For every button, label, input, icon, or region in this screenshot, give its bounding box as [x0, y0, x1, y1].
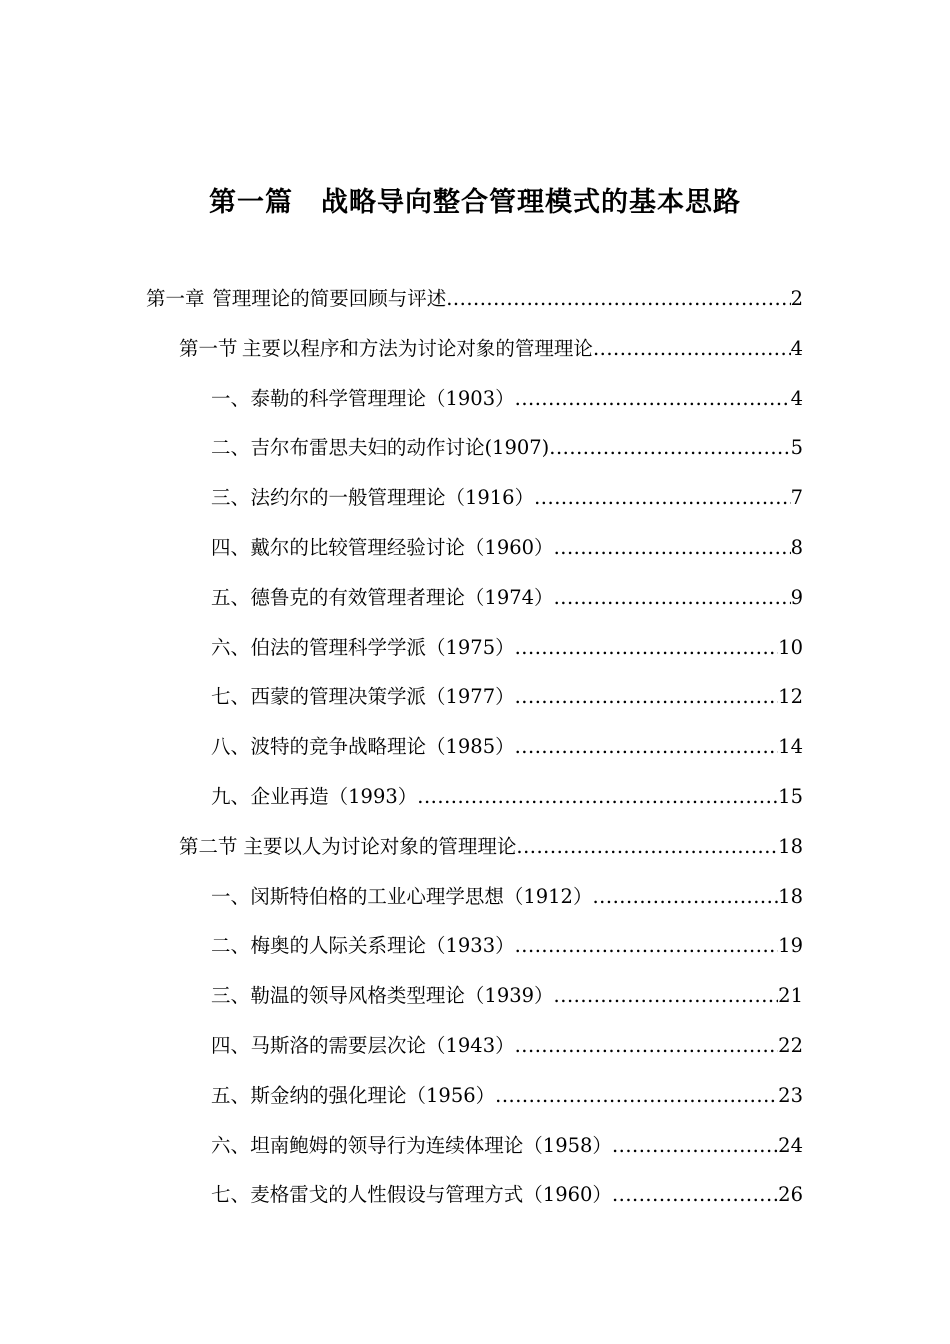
toc-dot-leader [549, 430, 790, 466]
toc-page-number: 10 [778, 635, 803, 659]
toc-row[interactable] [0, 879, 950, 929]
toc-entry-number: 九、 [211, 784, 251, 808]
toc-dot-leader [534, 480, 790, 516]
toc-entry-title: 西蒙的管理决策学派（1977） [250, 685, 515, 709]
toc-dot-leader [554, 580, 791, 616]
toc-page-number: 14 [778, 735, 803, 759]
toc-page-number: 19 [778, 934, 803, 958]
toc-dot-leader [593, 331, 791, 367]
toc-row[interactable] [0, 928, 950, 978]
toc-entry-title: 泰勒的科学管理理论（1903） [250, 386, 515, 410]
toc-entry-title: 梅奥的人际关系理论（1933） [250, 934, 515, 958]
toc-dot-leader [417, 779, 778, 815]
toc-page-number: 12 [778, 685, 803, 709]
toc-entry-title: 企业再造（1993） [250, 784, 418, 808]
toc-entry-title: 主要以程序和方法为讨论对象的管理理论 [241, 336, 593, 360]
toc-row[interactable] [0, 1128, 950, 1178]
toc-entry-title: 伯法的管理科学学派（1975） [250, 635, 515, 659]
toc-row[interactable] [0, 1177, 950, 1227]
toc-dot-leader [515, 381, 791, 417]
toc-entry-title: 闵斯特伯格的工业心理学思想（1912） [250, 884, 593, 908]
toc-page-number: 22 [778, 1033, 803, 1057]
toc-entry-title: 马斯洛的需要层次论（1943） [250, 1033, 515, 1057]
toc-entry-title: 德鲁克的有效管理者理论（1974） [250, 585, 554, 609]
toc-entry-title: 主要以人为讨论对象的管理理论 [243, 834, 517, 858]
toc-entry-title: 勒温的领导风格类型理论（1939） [250, 984, 554, 1008]
toc-dot-leader [612, 1128, 778, 1164]
toc-entry-title: 波特的竞争战略理论（1985） [250, 735, 515, 759]
toc-row[interactable] [0, 281, 950, 331]
toc-entry-title: 坦南鲍姆的领导行为连续体理论（1958） [250, 1133, 612, 1157]
toc-dot-leader [446, 281, 790, 317]
toc-entry-number: 一、 [211, 884, 251, 908]
toc-entry-title: 法约尔的一般管理理论（1916） [250, 486, 535, 510]
toc-dot-leader [515, 928, 779, 964]
toc-entry-number: 二、 [211, 934, 251, 958]
toc-page-number: 2 [790, 287, 803, 310]
toc-dot-leader [554, 530, 791, 566]
toc-page-number: 9 [790, 585, 803, 609]
toc-page-number: 24 [778, 1133, 803, 1157]
toc-dot-leader [515, 630, 779, 666]
toc-row[interactable] [0, 430, 950, 480]
toc-entry-number: 六、 [211, 635, 251, 659]
toc-dot-leader [612, 1177, 778, 1213]
toc-page-number: 4 [790, 386, 803, 410]
toc-entry-number: 第二节 [179, 834, 238, 858]
toc-row[interactable] [0, 779, 950, 829]
toc-entry-number: 六、 [211, 1133, 251, 1157]
toc-page-number: 26 [778, 1183, 803, 1207]
toc-row[interactable] [0, 630, 950, 680]
toc-entry-number: 七、 [211, 685, 251, 709]
toc-page-number: 4 [790, 336, 803, 360]
toc-entry-number: 二、 [211, 436, 251, 460]
toc-row[interactable] [0, 381, 950, 431]
toc-page-number: 18 [778, 884, 803, 908]
part-title: 第一篇 战略导向整合管理模式的基本思路 [209, 187, 741, 218]
toc-page-number: 18 [778, 834, 803, 858]
toc-entry-number: 一、 [211, 386, 251, 410]
toc-entry-number: 第一节 [179, 336, 238, 360]
toc-dot-leader [515, 679, 779, 715]
toc-dot-leader [516, 829, 778, 865]
table-of-contents [0, 281, 950, 1227]
toc-entry-title: 吉尔布雷思夫妇的动作讨论(1907) [250, 436, 550, 460]
toc-row[interactable] [0, 480, 950, 530]
toc-row[interactable] [0, 530, 950, 580]
toc-row[interactable] [0, 580, 950, 630]
toc-row[interactable] [0, 729, 950, 779]
toc-dot-leader [515, 729, 779, 765]
toc-page-number: 15 [778, 784, 803, 808]
toc-dot-leader [592, 879, 778, 915]
toc-page-number: 5 [790, 436, 803, 460]
toc-dot-leader [515, 1028, 779, 1064]
toc-dot-leader [495, 1078, 778, 1114]
toc-entry-number: 四、 [211, 1033, 251, 1057]
toc-entry-title: 麦格雷戈的人性假设与管理方式（1960） [250, 1183, 612, 1207]
toc-entry-number: 八、 [211, 735, 251, 759]
toc-page-number: 7 [790, 486, 803, 510]
toc-page-number: 23 [778, 1083, 803, 1107]
toc-entry-number: 三、 [211, 486, 251, 510]
toc-row[interactable] [0, 331, 950, 381]
toc-entry-number: 五、 [211, 585, 251, 609]
toc-entry-title: 管理理论的简要回顾与评述 [212, 287, 447, 310]
toc-entry-title: 斯金纳的强化理论（1956） [250, 1083, 496, 1107]
toc-entry-number: 七、 [211, 1183, 251, 1207]
toc-entry-number: 五、 [211, 1083, 251, 1107]
toc-row[interactable] [0, 829, 950, 879]
toc-entry-number: 三、 [211, 984, 251, 1008]
toc-entry-number: 四、 [211, 535, 251, 559]
toc-row[interactable] [0, 679, 950, 729]
toc-row[interactable] [0, 1028, 950, 1078]
toc-row[interactable] [0, 1078, 950, 1128]
toc-row[interactable] [0, 978, 950, 1028]
toc-entry-number: 第一章 [146, 287, 205, 310]
toc-dot-leader [554, 978, 779, 1014]
toc-page-number: 8 [790, 535, 803, 559]
toc-page-number: 21 [778, 984, 803, 1008]
toc-entry-title: 戴尔的比较管理经验讨论（1960） [250, 535, 554, 559]
